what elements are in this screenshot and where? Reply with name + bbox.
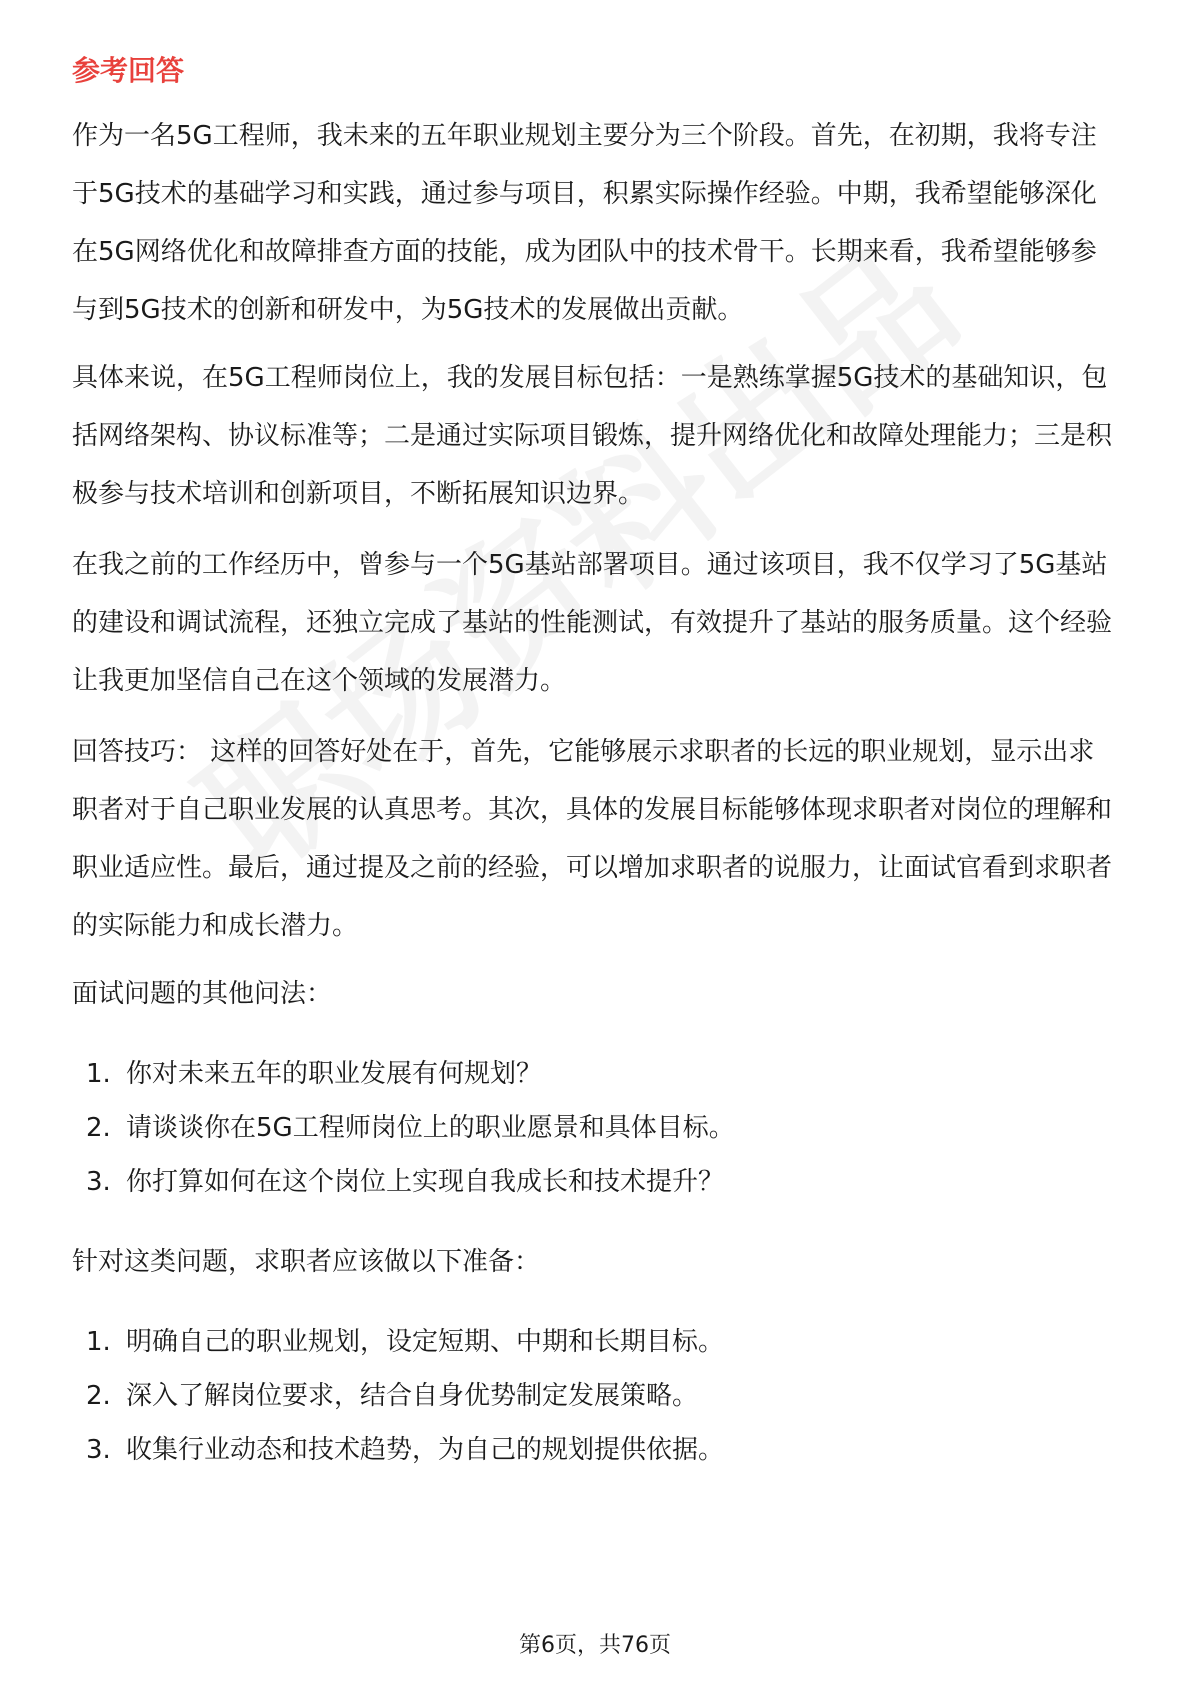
answer-paragraph-1: 作为一名5G工程师，我未来的五年职业规划主要分为三个阶段。首先，在初期，我将专注于5G技术的基础学习和实践，通过参与项目，积累实际操作经验。中期，我希望能够深化在5G网络优化和故障排查方面的技能，成为团队中的技术骨干。长期来看，我希望能够参与到5G技术的创新和研发中，为5G技术的发展做出贡献。 bbox=[72, 121, 1097, 325]
alt-questions-heading: 面试问题的其他问法： bbox=[72, 979, 333, 1009]
list-number: 1. bbox=[86, 1327, 111, 1357]
answer-paragraph-2: 具体来说，在5G工程师岗位上，我的发展目标包括：一是熟练掌握5G技术的基础知识，包括网络架构、协议标准等；二是通过实际项目锻炼，提升网络优化和故障处理能力；三是积极参与技术培训和创新项目，不断拓展知识边界。 bbox=[72, 363, 1113, 509]
list-item bbox=[86, 1375, 1116, 1417]
list-number: 2. bbox=[86, 1381, 111, 1411]
page-footer: 第6页，共76页 bbox=[519, 1633, 671, 1658]
list-text: 你对未来五年的职业发展有何规划？ bbox=[126, 1059, 543, 1089]
tips-paragraph: 回答技巧： 这样的回答好处在于，首先，它能够展示求职者的长远的职业规划，显示出求职者对于自己职业发展的认真思考。其次，具体的发展目标能够体现求职者对岗位的理解和职业适应性。最后，通过提及之前的经验，可以增加求职者的说服力，让面试官看到求职者的实际能力和成长潜力。 bbox=[72, 737, 1113, 941]
list-item bbox=[86, 1053, 1116, 1095]
list-item bbox=[86, 1107, 1116, 1149]
list-text: 收集行业动态和技术趋势，为自己的规划提供依据。 bbox=[126, 1435, 725, 1465]
answer-paragraph-3: 在我之前的工作经历中，曾参与一个5G基站部署项目。通过该项目，我不仅学习了5G基站的建设和调试流程，还独立完成了基站的性能测试，有效提升了基站的服务质量。这个经验让我更加坚信自己在这个领域的发展潜力。 bbox=[72, 550, 1113, 696]
list-text: 深入了解岗位要求，结合自身优势制定发展策略。 bbox=[126, 1381, 699, 1411]
list-number: 3. bbox=[86, 1435, 111, 1465]
list-number: 1. bbox=[86, 1059, 111, 1089]
list-text: 请谈谈你在5G工程师岗位上的职业愿景和具体目标。 bbox=[126, 1113, 735, 1143]
list-number: 2. bbox=[86, 1113, 111, 1143]
list-item bbox=[86, 1429, 1116, 1471]
list-item bbox=[86, 1321, 1116, 1363]
list-text: 你打算如何在这个岗位上实现自我成长和技术提升？ bbox=[126, 1167, 725, 1197]
list-text: 明确自己的职业规划，设定短期、中期和长期目标。 bbox=[126, 1327, 725, 1357]
preparation-heading: 针对这类问题，求职者应该做以下准备： bbox=[72, 1247, 541, 1277]
list-number: 3. bbox=[86, 1167, 111, 1197]
list-item bbox=[86, 1161, 1116, 1203]
section-heading: 参考回答 bbox=[72, 54, 185, 87]
